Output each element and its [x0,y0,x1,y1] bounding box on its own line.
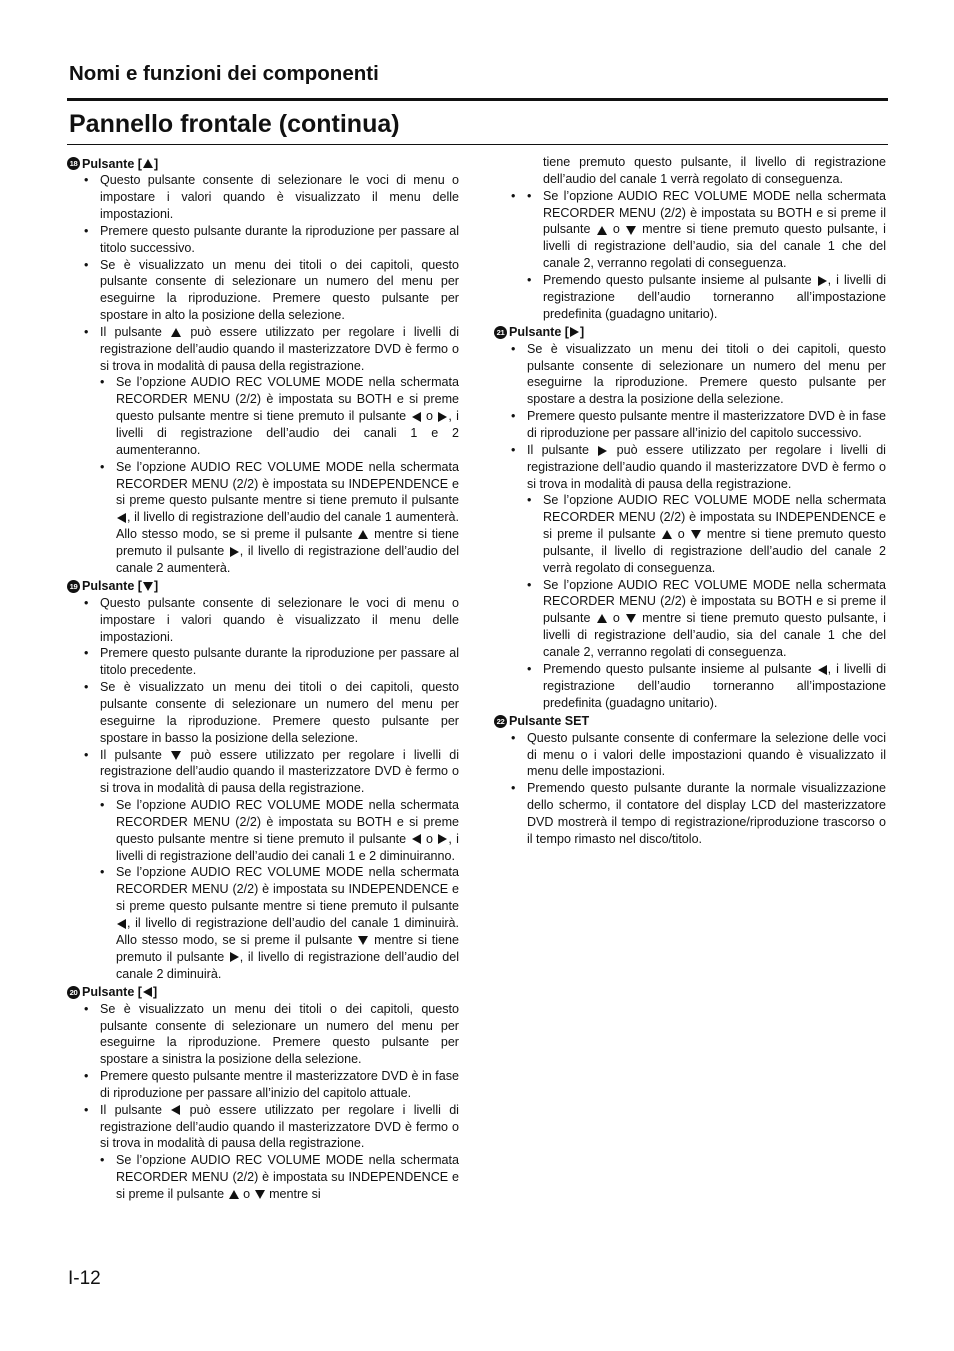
item-number-badge: 19 [67,580,80,593]
button-19-heading: 19 Pulsante [ ] [67,578,459,595]
header-rule-thin [67,144,888,145]
button-20-description-continued [494,188,886,323]
sub-list-item: • Se l’opzione AUDIO REC VOLUME MODE nella schermata RECORDER MENU (2/2) è impostata su INDEPENDENCE e si preme il pulsante o mentre si [100,1152,459,1203]
sub-list-item: • Se l’opzione AUDIO REC VOLUME MODE nella schermata RECORDER MENU (2/2) è impostata su BOTH e si preme questo pulsante mentre si tiene premuto il pulsante o , i livelli di registrazione dell’audio dei canali 1 e 2 diminuiranno. [100,797,459,864]
sub-list-item: • Premendo questo pulsante insieme al pulsante , i livelli di registrazione dell’audio torneranno all’impostazione predefinita (guadagno unitario). [527,272,886,323]
arrow-right-icon [438,412,447,422]
button-20-heading: 20 Pulsante [ ] [67,984,459,1001]
button-22-heading: 22 Pulsante SET [494,713,886,730]
section-title: Nomi e funzioni dei componenti [69,62,379,85]
arrow-left-icon [143,987,152,997]
button-22-description [494,730,886,848]
item-number-badge: 21 [494,326,507,339]
arrow-up-icon [358,530,368,539]
list-item: • Questo pulsante consente di selezionare le voci di menu o impostare i valori quando è visualizzato il menu delle impostazioni. [67,595,459,646]
sub-list-item: • Premendo questo pulsante insieme al pulsante , i livelli di registrazione dell’audio torneranno all’impostazione predefinita (guadagno unitario). [527,661,886,712]
sub-list [100,374,459,576]
arrow-up-icon [662,530,672,539]
list-item: • Il pulsante può essere utilizzato per regolare i livelli di registrazione dell’audio quando il masterizzatore DVD è fermo o si trova in modalità di pausa della registrazione. • Se l’opzione AUDIO REC VOLUME MODE nella schermata RECORDER MENU (2/2) è impostata su INDEPENDENCE e si preme il pulsante o mentre si tiene premuto questo pulsante, il livello di registrazione dell’audio del canale 2 verrà regolato di conseguenza. • Se l’opzione AUDIO REC VOLUME MODE nella schermata RECORDER MENU (2/2) è impostata su BOTH e si preme il pulsante o mentre si tiene premuto questo pulsante, i livelli di registrazione dell’audio, sia del canale 1 che del canale 2, verranno regolati di conseguenza. • Premendo questo pulsante insieme al pulsante , i livelli di registrazione dell’audio torneranno all’impostazione predefinita (guadagno unitario). [494,442,886,712]
sub-list-item: • Se l’opzione AUDIO REC VOLUME MODE nella schermata RECORDER MENU (2/2) è impostata su INDEPENDENCE e si preme il pulsante o mentre si tiene premuto questo pulsante, il livello di registrazione dell’audio del canale 2 verrà regolato di conseguenza. [527,492,886,576]
arrow-left-icon [117,919,126,929]
arrow-up-icon [597,614,607,623]
sub-list-item: • Se l’opzione AUDIO REC VOLUME MODE nella schermata RECORDER MENU (2/2) è impostata su BOTH e si preme questo pulsante mentre si tiene premuto il pulsante o , i livelli di registrazione dell’audio dei canali 1 e 2 aumenteranno. [100,374,459,458]
arrow-down-icon [691,530,701,539]
list-item: • Il pulsante può essere utilizzato per regolare i livelli di registrazione dell’audio quando il masterizzatore DVD è fermo o si trova in modalità di pausa della registrazione. • Se l’opzione AUDIO REC VOLUME MODE nella schermata RECORDER MENU (2/2) è impostata su BOTH e si preme questo pulsante mentre si tiene premuto il pulsante o , i livelli di registrazione dell’audio dei canali 1 e 2 diminuiranno. • Se l’opzione AUDIO REC VOLUME MODE nella schermata RECORDER MENU (2/2) è impostata su INDEPENDENCE e si preme questo pulsante mentre si tiene premuto il pulsante , il livello di registrazione dell’audio del canale 1 diminuirà. Allo stesso modo, se si preme il pulsante mentre si tiene premuto il pulsante , il livello di registrazione dell’audio del canale 2 diminuirà. [67,747,459,983]
arrow-right-icon [438,834,447,844]
arrow-up-icon [171,328,181,337]
arrow-up-icon [597,226,607,235]
list-item: • Se è visualizzato un menu dei titoli o dei capitoli, questo pulsante consente di selezionare un numero del menu per eseguirne la riproduzione. Premere questo pulsante per spostare in alto la posizione della selezione. [67,257,459,324]
arrow-down-icon [255,1190,265,1199]
arrow-up-icon [229,1190,239,1199]
button-19-description [67,595,459,982]
list-item [494,188,886,323]
list-item: • Se è visualizzato un menu dei titoli o dei capitoli, questo pulsante consente di selezionare un numero del menu per eseguirne la riproduzione. Premere questo pulsante per spostare in basso la posizione della selezione. [67,679,459,746]
button-21-heading: 21 Pulsante [ ] [494,324,886,341]
right-column [494,154,886,848]
list-item: • Questo pulsante consente di confermare la selezione delle voci di menu o i valori delle impostazioni quando è visualizzato il menu delle impostazioni. [494,730,886,781]
list-item: • Se è visualizzato un menu dei titoli o dei capitoli, questo pulsante consente di selezionare un numero del menu per eseguirne la riproduzione. Premere questo pulsante per spostare a destra la posizione della selezione. [494,341,886,408]
sub-list [527,492,886,711]
sub-list [100,797,459,982]
sub-list-item: • Se l’opzione AUDIO REC VOLUME MODE nella schermata RECORDER MENU (2/2) è impostata su INDEPENDENCE e si preme questo pulsante mentre si tiene premuto il pulsante , il livello di registrazione dell’audio del canale 1 diminuirà. Allo stesso modo, se si preme il pulsante mentre si tiene premuto il pulsante , il livello di registrazione dell’audio del canale 2 diminuirà. [100,864,459,982]
sub-list-item: • Se l’opzione AUDIO REC VOLUME MODE nella schermata RECORDER MENU (2/2) è impostata su INDEPENDENCE e si preme questo pulsante mentre si tiene premuto il pulsante , il livello di registrazione dell’audio del canale 1 aumenterà. Allo stesso modo, se si preme il pulsante mentre si tiene premuto il pulsante , il livello di registrazione dell’audio del canale 2 aumenterà. [100,459,459,577]
arrow-left-icon [818,665,827,675]
list-item: • Premere questo pulsante durante la riproduzione per passare al titolo precedente. [67,645,459,679]
arrow-up-icon [143,159,153,168]
sub-list [100,1152,459,1203]
arrow-right-icon [818,276,827,286]
item-number-badge: 22 [494,715,507,728]
header-rule-thick [67,98,888,101]
arrow-down-icon [626,614,636,623]
arrow-right-icon [598,446,607,456]
arrow-left-icon [117,513,126,523]
list-item: • Se è visualizzato un menu dei titoli o dei capitoli, questo pulsante consente di selezionare un numero del menu per eseguirne la riproduzione. Premere questo pulsante per spostare a sinistra la posizione della selezione. [67,1001,459,1068]
arrow-left-icon [171,1105,180,1115]
list-item: • Questo pulsante consente di selezionare le voci di menu o impostare i valori quando è visualizzato il menu delle impostazioni. [67,172,459,223]
arrow-down-icon [143,582,153,591]
left-column [67,154,459,1203]
arrow-right-icon [230,952,239,962]
list-item: • Premere questo pulsante mentre il masterizzatore DVD è in fase di riproduzione per passare all’inizio del capitolo successivo. [494,408,886,442]
arrow-left-icon [412,834,421,844]
arrow-left-icon [412,412,421,422]
list-item: • Il pulsante può essere utilizzato per regolare i livelli di registrazione dell’audio quando il masterizzatore DVD è fermo o si trova in modalità di pausa della registrazione. • Se l’opzione AUDIO REC VOLUME MODE nella schermata RECORDER MENU (2/2) è impostata su INDEPENDENCE e si preme il pulsante o mentre si [67,1102,459,1203]
list-item: • Il pulsante può essere utilizzato per regolare i livelli di registrazione dell’audio quando il masterizzatore DVD è fermo o si trova in modalità di pausa della registrazione. • Se l’opzione AUDIO REC VOLUME MODE nella schermata RECORDER MENU (2/2) è impostata su BOTH e si preme questo pulsante mentre si tiene premuto il pulsante o , i livelli di registrazione dell’audio dei canali 1 e 2 aumenteranno. • Se l’opzione AUDIO REC VOLUME MODE nella schermata RECORDER MENU (2/2) è impostata su INDEPENDENCE e si preme questo pulsante mentre si tiene premuto il pulsante , il livello di registrazione dell’audio del canale 1 aumenterà. Allo stesso modo, se si preme il pulsante mentre si tiene premuto il pulsante , il livello di registrazione dell’audio del canale 2 aumenterà. [67,324,459,577]
sub-list [527,188,886,323]
page-title: Pannello frontale (continua) [69,110,400,138]
list-item: • Premere questo pulsante durante la riproduzione per passare al titolo successivo. [67,223,459,257]
button-18-heading: 18 Pulsante [ ] [67,156,459,173]
arrow-down-icon [358,936,368,945]
arrow-right-icon [570,327,579,337]
item-number-badge: 18 [67,157,80,170]
button-21-description [494,341,886,712]
arrow-right-icon [230,547,239,557]
arrow-down-icon [626,226,636,235]
button-20-description [67,1001,459,1203]
list-item: • Premere questo pulsante mentre il masterizzatore DVD è in fase di riproduzione per passare all’inizio del capitolo attuale. [67,1068,459,1102]
item-number-badge: 20 [67,986,80,999]
continued-text: tiene premuto questo pulsante, il livello di registrazione dell’audio del canale 1 verrà regolato di conseguenza. [543,155,886,186]
page-number: I-12 [68,1268,101,1289]
sub-list-item: • • Se l’opzione AUDIO REC VOLUME MODE nella schermata RECORDER MENU (2/2) è impostata su BOTH e si preme il pulsante o mentre si tiene premuto questo pulsante, i livelli di registrazione dell’audio, sia del canale 1 che del canale 2, verranno regolati di conseguenza. [527,188,886,272]
button-18-description [67,172,459,576]
sub-list-item: • Se l’opzione AUDIO REC VOLUME MODE nella schermata RECORDER MENU (2/2) è impostata su BOTH e si preme il pulsante o mentre si tiene premuto questo pulsante, i livelli di registrazione dell’audio, sia del canale 1 che del canale 2, verranno regolati di conseguenza. [527,577,886,661]
list-item: • Premendo questo pulsante durante la normale visualizzazione dello schermo, il contatore del display LCD del masterizzatore DVD mostrerà il tempo di registrazione/riproduzione trascorso o il tempo rimasto nel disco/titolo. [494,780,886,847]
arrow-down-icon [171,751,181,760]
